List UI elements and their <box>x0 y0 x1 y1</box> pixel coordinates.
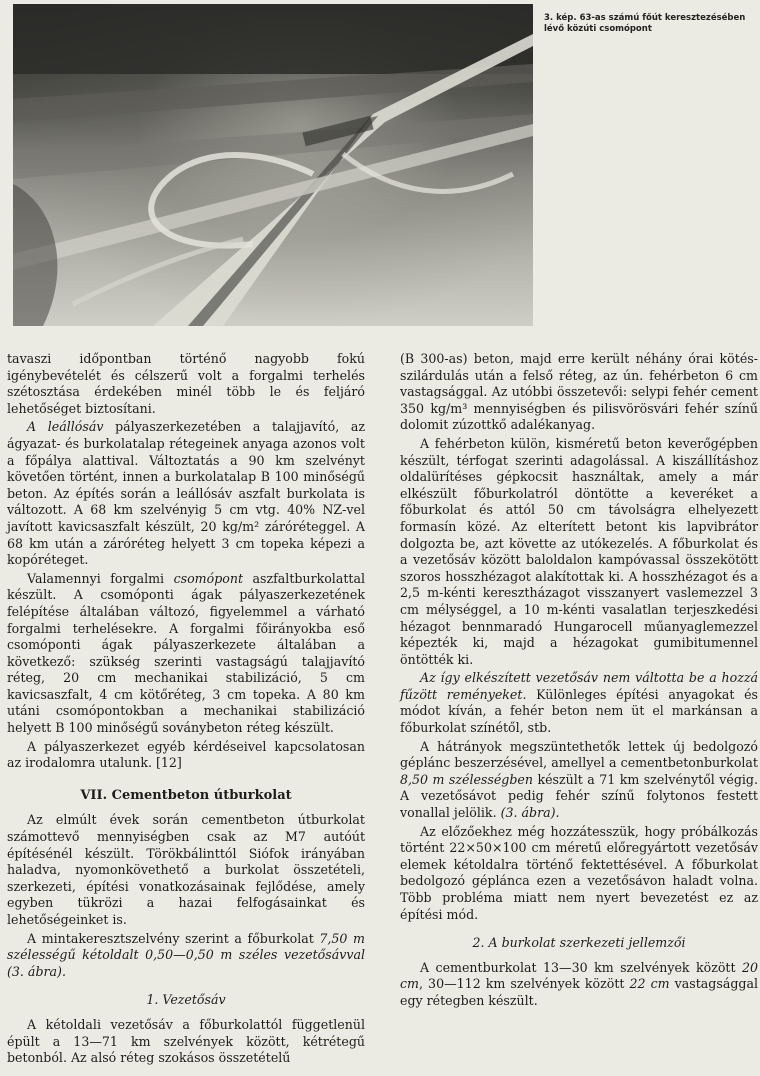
paragraph: Az előzőekhez még hozzátesszük, hogy próbálkozás történt 22×50×100 cm méretű előregyártott vezetősáv elemek kétoldalra történő fektettésével. A főburkolat bedolgozó géplánca ezen a vezetősávon haladt volna. Több probléma miatt nem nyert bevezetést ez az építési mód. <box>400 823 758 922</box>
emphasis: 20 cm <box>400 959 758 992</box>
paragraph: tavaszi időpontban történő nagyobb fokú igénybevételét és célszerű volt a forgalmi terhelés szétosztása érdekében minél több le és feljáró lehetőséget biztosítani. <box>7 351 365 416</box>
interchange-photo-graphic <box>13 4 533 326</box>
emphasis: 22 cm <box>629 976 670 992</box>
emphasis: csomópont <box>173 570 244 586</box>
emphasis: A leállósáv <box>27 419 104 435</box>
paragraph: A leállósáv pályaszerkezetében a talajjavító, az ágyazat- és burkolatalap rétegeinek anyaga azonos volt a főpálya alattival. Változtatás a 90 km szelvényt követően történt, innen a burkolatalap B 100 minőségű beton. Az építés során a leállósáv aszfalt burkolata is változott. A 68 km szelvényig 5 cm vtg. 40% NZ-vel javított kavicsaszfalt készült, 20 kg/m² záróréteggel. A 68 km után a záróréteg helyett 3 cm topeka képezi a kopóréteget. <box>7 419 365 568</box>
interchange-photo <box>13 4 533 326</box>
paragraph: Valamennyi forgalmi csomópont aszfaltburkolattal készült. A csomóponti ágak pályaszerkezetének felépítése általában változó, figyelemmel a várható forgalmi terhelésekre. A forgalmi főirányokba eső csomóponti ágak pályaszerkezete általában a következő: szükség szerinti vastagságú talajjavító réteg, 20 cm mechanikai stabilizáció, 5 cm kavicsaszfalt, 4 cm kötőréteg, 3 cm topeka. A 80 km utáni csomópontokban a mechanikai stabilizáció helyett B 100 minőségű soványbeton réteg készült. <box>7 570 365 736</box>
paragraph: Az elmúlt évek során cementbeton útburkolat számottevő mennyiségben csak az M7 autóút építésénél készült. Törökbálinttól Siófok irányában haladva, nyomonkövethető a burkolat összetételi, szerkezeti, építési vonatkozásainak fejlődése, amely egyben tükrözi a hazai felfogásainkat és lehetőségeinket is. <box>7 812 365 927</box>
paragraph: A fehérbeton külön, kisméretű beton keverőgépben készült, térfogat szerinti adagolással. A kiszállításhoz oldalürítéses gépkocsit használtak, amely a már elkészült főburkolatról döntötte a keveréket a főburkolat és attól 50 cm távolságra elhelyezett formasín közé. Az elterített betont kis lapvibrátor dolgozta be, azt követte az utókezelés. A főburkolat és a vezetősáv között baloldalon kampóvassal összekötött szoros hosszhézagot alakítottak ki. A hosszhézagot és a 2,5 m-kénti keresztházagot visszanyert vaslemezzel 3 cm mélységgel, a 10 m-kénti vasalatlan terjeszkedési hézagot bennmaradó Hungarocell műanyaglemezzel képezték ki, majd a hézagokat gumibitumennel öntötték ki. <box>400 435 758 667</box>
paragraph: A kétoldali vezetősáv a főburkolattól függetlenül épült a 13—71 km szelvények között, kétrétegű betonból. Az alsó réteg szokásos összetételű <box>7 1016 365 1066</box>
paragraph: A hátrányok megszüntethetők lettek új bedolgozó géplánc beszerzésével, amellyel a cementbetonburkolat 8,50 m szélességben készült a 71 km szelvénytől végig. A vezetősávot pedig fehér színű folytonos festett vonallal jelölik. (3. ábra). <box>400 738 758 821</box>
left-column <box>7 351 365 1069</box>
emphasis: Az így elkészített vezetősáv nem váltotta be a hozzá fűzött reményeket. <box>400 670 758 702</box>
paragraph: A cementburkolat 13—30 km szelvények között 20 cm, 30—112 km szelvények között 22 cm vastagsággal egy rétegben készült. <box>400 959 758 1008</box>
emphasis: 8,50 m szélességben <box>400 771 533 787</box>
subsection-heading: 2. A burkolat szerkezeti jellemzői <box>472 935 686 951</box>
emphasis: (3. ábra). <box>500 805 560 821</box>
paragraph: Az így elkészített vezetősáv nem váltotta be a hozzá fűzött reményeket. Különleges építési anyagokat és módot kíván, a fehér beton nem üt el markánsan a főburkolat színétől, stb. <box>400 670 758 736</box>
paragraph: (B 300-as) beton, majd erre került néhány órai kötés-szilárdulás után a felső réteg, az ún. fehérbeton 6 cm vastagsággal. Az utóbbi összetevői: selypi fehér cement 350 kg/m³ mennyiségben és pilisvörösvári fehér színű dolomit zúzottkő adalékanyag. <box>400 351 758 433</box>
right-column <box>400 351 758 1012</box>
paragraph: A mintakeresztszelvény szerint a főburkolat 7,50 m szélességű kétoldalt 0,50—0,50 m széles vezetősávval (3. ábra). <box>7 930 365 979</box>
paragraph: A pályaszerkezet egyéb kérdéseivel kapcsolatosan az irodalomra utalunk. [12] <box>7 738 365 771</box>
section-heading: VII. Cementbeton útburkolat <box>80 787 292 803</box>
subsection-heading: 1. Vezetősáv <box>146 992 226 1008</box>
figure-caption: 3. kép. 63-as számú főút keresztezésében lévő közúti csomópont <box>544 13 746 34</box>
emphasis: 7,50 m szélességű kétoldalt 0,50—0,50 m széles vezetősávval (3. ábra). <box>7 930 365 979</box>
